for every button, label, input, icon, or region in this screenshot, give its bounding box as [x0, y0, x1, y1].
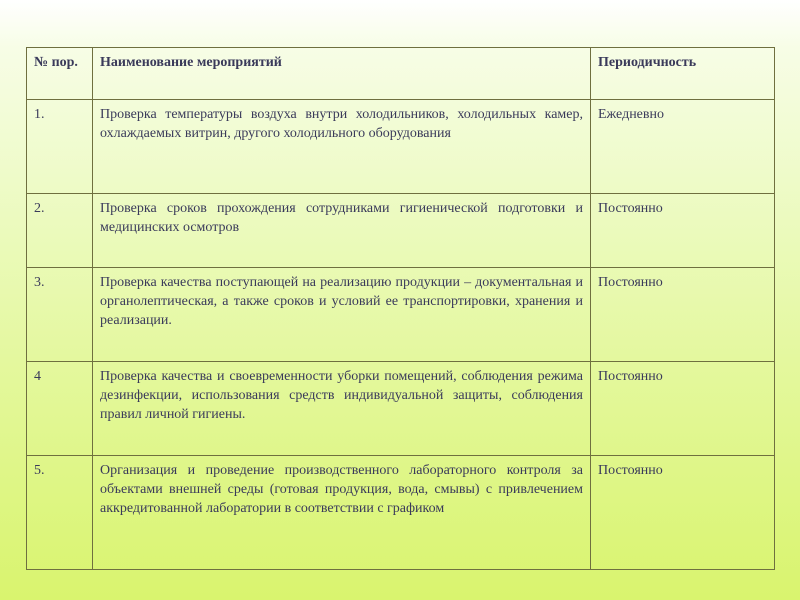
row-periodicity: Постоянно [591, 268, 775, 362]
row-description: Проверка качества и своевременности уборки помещений, соблюдения режима дезинфекции, использования средств индивидуальной защиты, соблюдения правил личной гигиены. [93, 362, 591, 456]
row-description: Проверка сроков прохождения сотрудниками гигиенической подготовки и медицинских осмотров [93, 194, 591, 268]
row-periodicity: Ежедневно [591, 100, 775, 194]
row-periodicity: Постоянно [591, 362, 775, 456]
row-number: 1. [27, 100, 93, 194]
row-description: Организация и проведение производственного лабораторного контроля за объектами внешней среды (готовая продукция, вода, смывы) с привлечением аккредитованной лаборатории в соответствии с графиком [93, 456, 591, 570]
table-row [27, 194, 775, 268]
header-name: Наименование мероприятий [93, 48, 591, 100]
header-number: № пор. [27, 48, 93, 100]
header-periodicity: Периодичность [591, 48, 775, 100]
row-number: 5. [27, 456, 93, 570]
row-periodicity: Постоянно [591, 456, 775, 570]
table-row [27, 456, 775, 570]
table-row [27, 268, 775, 362]
table-row [27, 362, 775, 456]
control-schedule-table [26, 47, 775, 570]
row-number: 4 [27, 362, 93, 456]
table-row [27, 100, 775, 194]
row-periodicity: Постоянно [591, 194, 775, 268]
table-header-row [27, 48, 775, 100]
row-number: 2. [27, 194, 93, 268]
row-description: Проверка температуры воздуха внутри холодильников, холодильных камер, охлаждаемых витрин, другого холодильного оборудования [93, 100, 591, 194]
row-number: 3. [27, 268, 93, 362]
row-description: Проверка качества поступающей на реализацию продукции – документальная и органолептическая, а также сроков и условий ее транспортировки, хранения и реализации. [93, 268, 591, 362]
